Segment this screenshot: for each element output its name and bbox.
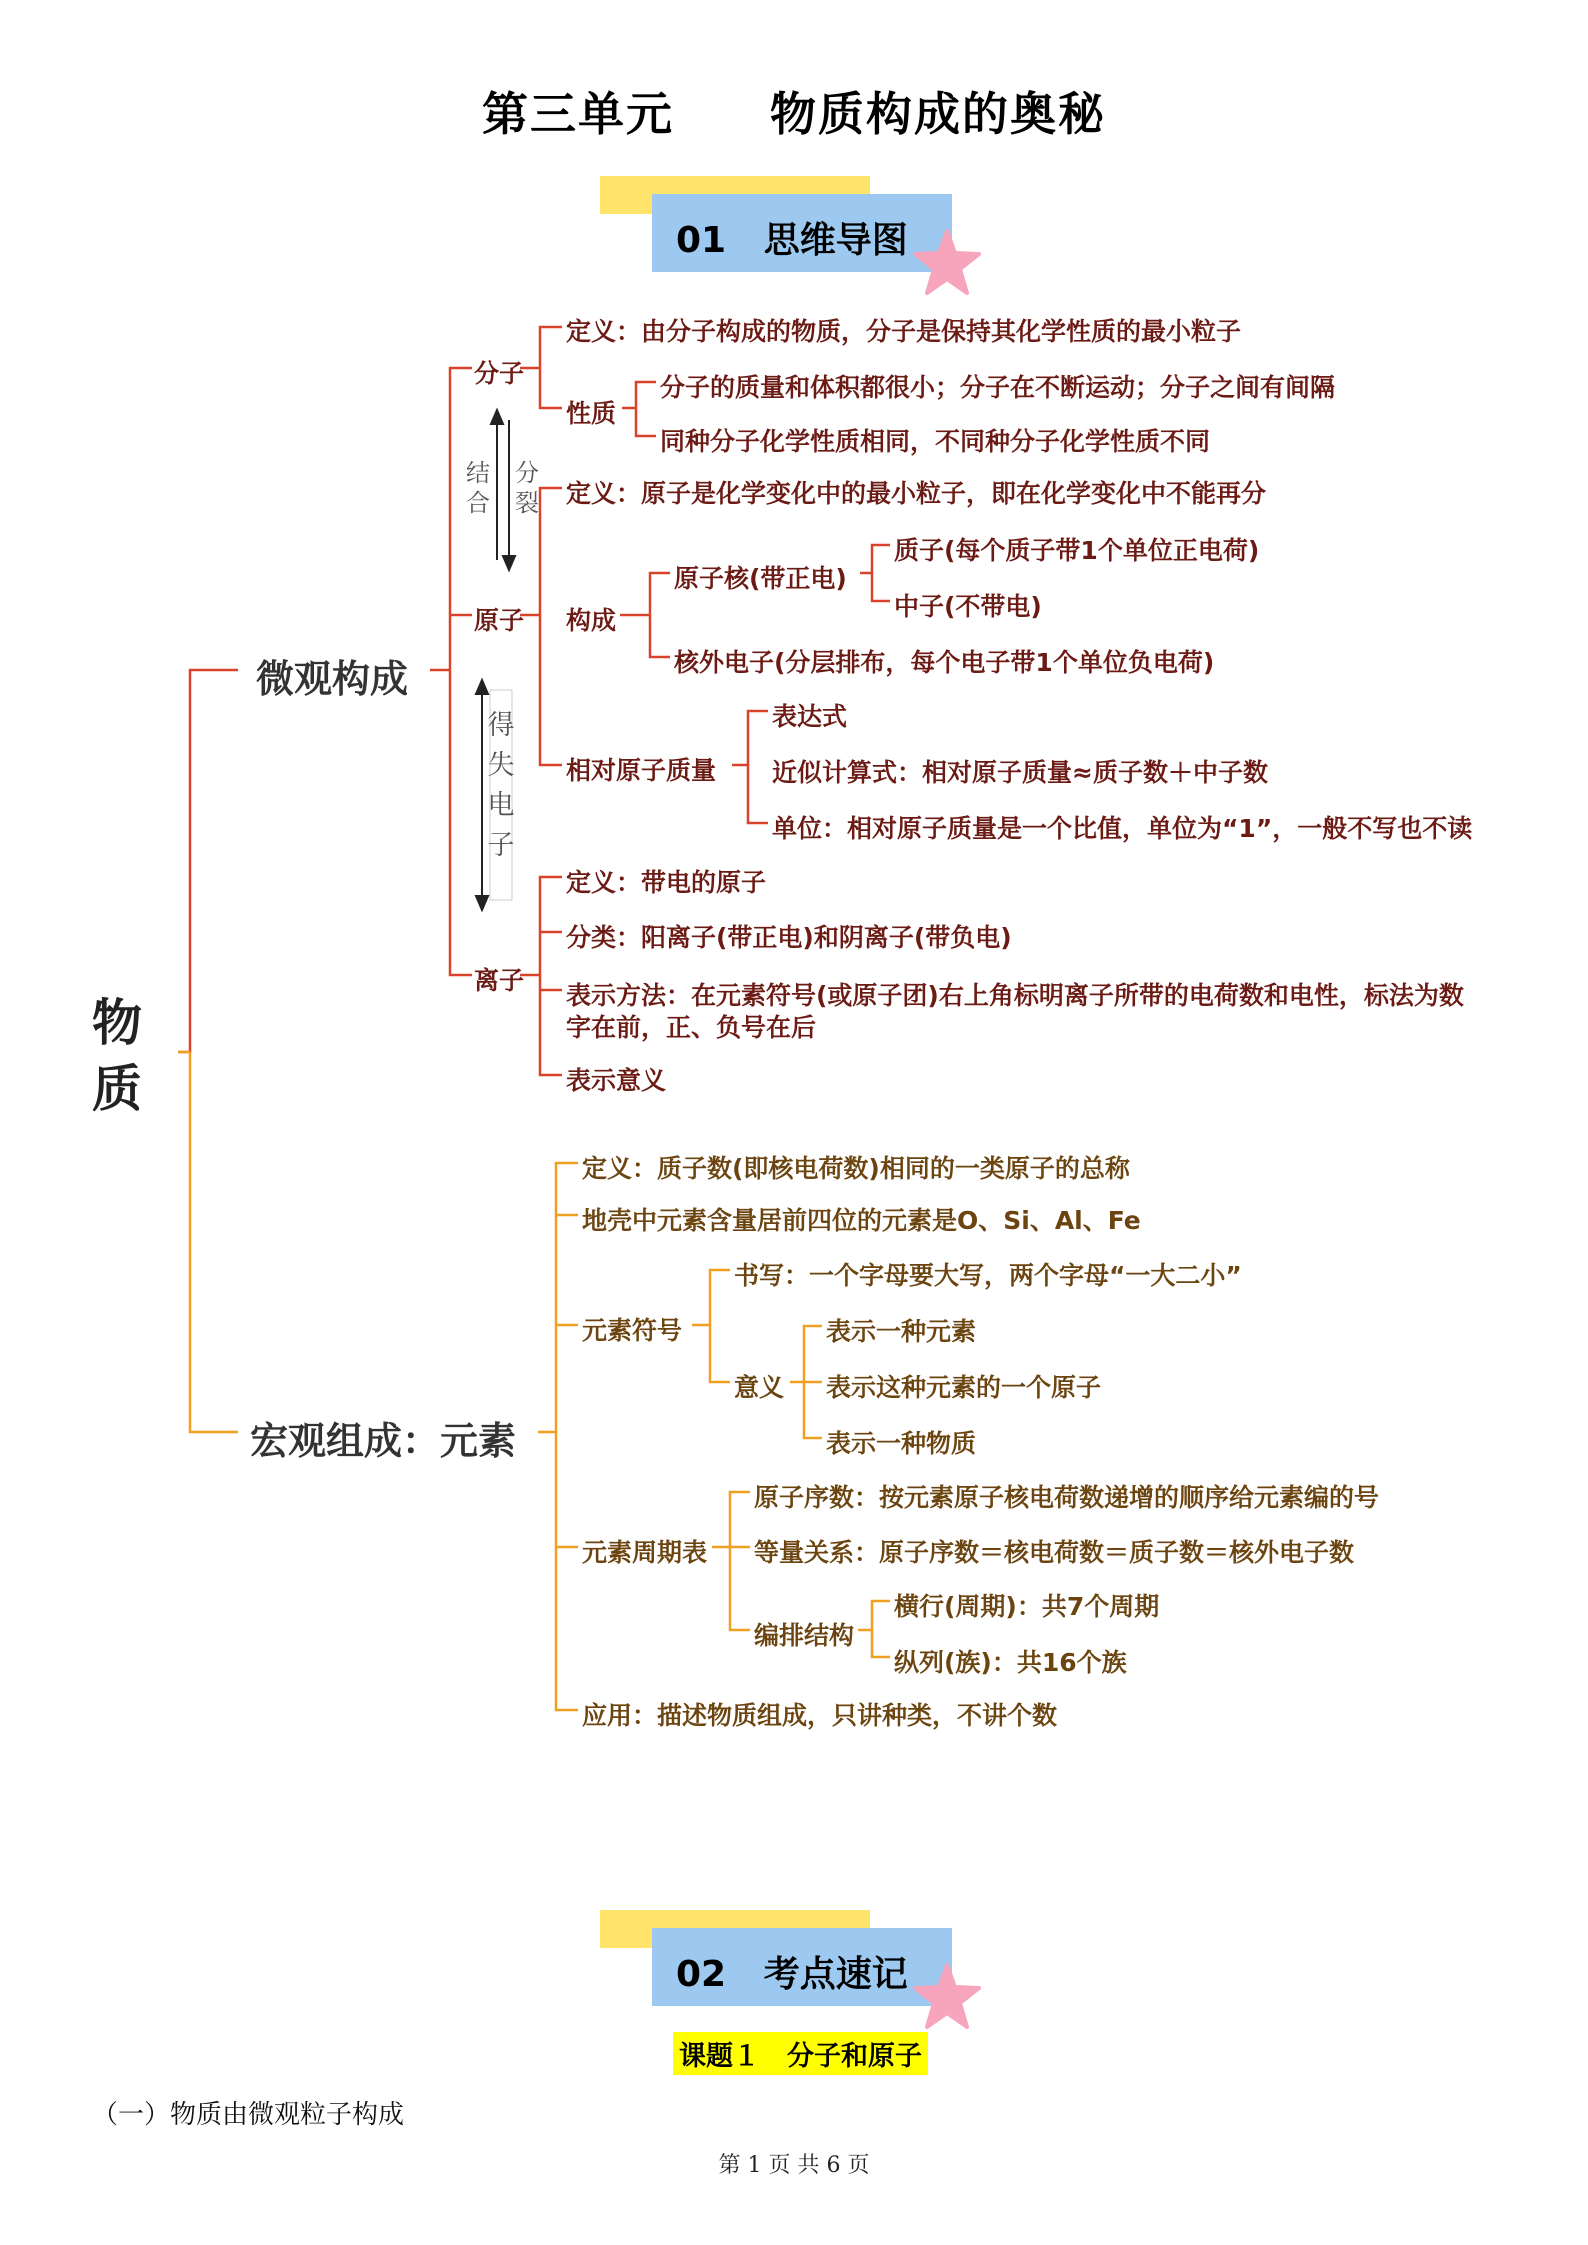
element-symbol-label: 元素符号 xyxy=(582,1316,683,1345)
element-definition: 定义：质子数(即核电荷数)相同的一类原子的总称 xyxy=(582,1154,1130,1183)
micro-node: 微观构成 xyxy=(256,657,409,701)
page-footer: 第 1 页 共 6 页 xyxy=(718,2153,870,2178)
ion-definition: 定义：带电的原子 xyxy=(566,868,767,897)
periodic-groups: 纵列(族)：共16个族 xyxy=(894,1648,1127,1677)
gain-lose-electron-label: 得失电子 xyxy=(487,710,515,861)
combine-label: 结合 xyxy=(466,459,490,517)
molecule-definition: 定义：由分子构成的物质，分子是保持其化学性质的最小粒子 xyxy=(566,317,1242,346)
periodic-arrange-label: 编排结构 xyxy=(754,1621,855,1650)
atom-electron: 核外电子(分层排布，每个电子带1个单位负电荷) xyxy=(674,648,1215,677)
periodic-atomic-number: 原子序数：按元素原子核电荷数递增的顺序给元素编的号 xyxy=(754,1483,1380,1512)
lesson-title: 课题１ 分子和原子 xyxy=(673,2032,928,2075)
periodic-periods: 横行(周期)：共7个周期 xyxy=(894,1592,1160,1621)
molecule-property-1: 分子的质量和体积都很小；分子在不断运动；分子之间有间隔 xyxy=(660,373,1336,402)
section-heading: （一）物质由微观粒子构成 xyxy=(92,2100,405,2130)
page-title: 第三单元 物质构成的奥秘 xyxy=(482,87,1106,141)
element-symbol-meaning-label: 意义 xyxy=(734,1373,785,1402)
molecule-node: 分子 xyxy=(474,359,525,388)
periodic-table-label: 元素周期表 xyxy=(582,1538,708,1567)
root-node: 物质 xyxy=(92,994,142,1118)
section-banner-keypoints xyxy=(600,1910,1000,2010)
atom-ram-approx: 近似计算式：相对原子质量≈质子数＋中子数 xyxy=(772,758,1268,787)
ion-notation-cont: 字在前，正、负号在后 xyxy=(566,1013,817,1042)
ion-node: 离子 xyxy=(474,966,525,995)
section-number: 02 xyxy=(676,1954,727,1995)
atom-nucleus: 原子核(带正电) xyxy=(674,564,847,593)
element-meaning-1: 表示一种元素 xyxy=(826,1317,977,1346)
atom-ram-label: 相对原子质量 xyxy=(566,756,717,785)
periodic-equal-relation: 等量关系：原子序数＝核电荷数＝质子数＝核外电子数 xyxy=(754,1538,1355,1567)
atom-ram-expression: 表达式 xyxy=(772,702,848,731)
star-icon xyxy=(912,1962,982,2032)
ion-meaning: 表示意义 xyxy=(566,1066,667,1095)
atom-structure-label: 构成 xyxy=(566,606,617,635)
element-symbol-writing: 书写：一个字母要大写，两个字母“一大二小” xyxy=(734,1261,1242,1290)
molecule-property-label: 性质 xyxy=(566,399,617,428)
atom-definition: 定义：原子是化学变化中的最小粒子，即在化学变化中不能再分 xyxy=(566,479,1267,508)
atom-node: 原子 xyxy=(474,606,525,635)
section-label: 考点速记 xyxy=(763,1954,908,1995)
atom-proton: 质子(每个质子带1个单位正电荷) xyxy=(894,536,1260,565)
section-number: 01 xyxy=(676,220,727,261)
element-meaning-2: 表示这种元素的一个原子 xyxy=(826,1373,1102,1402)
section-label: 思维导图 xyxy=(763,220,908,261)
atom-neutron: 中子(不带电) xyxy=(894,592,1042,621)
molecule-property-2: 同种分子化学性质相同，不同种分子化学性质不同 xyxy=(660,427,1211,456)
element-crust: 地壳中元素含量居前四位的元素是O、Si、Al、Fe xyxy=(582,1206,1141,1235)
atom-ram-unit: 单位：相对原子质量是一个比值，单位为“1”，一般不写也不读 xyxy=(772,814,1473,843)
split-label: 分裂 xyxy=(515,459,539,517)
ion-notation: 表示方法：在元素符号(或原子团)右上角标明离子所带的电荷数和电性，标法为数 xyxy=(566,981,1464,1010)
ion-classification: 分类：阳离子(带正电)和阴离子(带负电) xyxy=(566,923,1012,952)
element-meaning-3: 表示一种物质 xyxy=(826,1429,977,1458)
macro-node: 宏观组成：元素 xyxy=(250,1419,517,1463)
element-application: 应用：描述物质组成，只讲种类，不讲个数 xyxy=(582,1701,1058,1730)
